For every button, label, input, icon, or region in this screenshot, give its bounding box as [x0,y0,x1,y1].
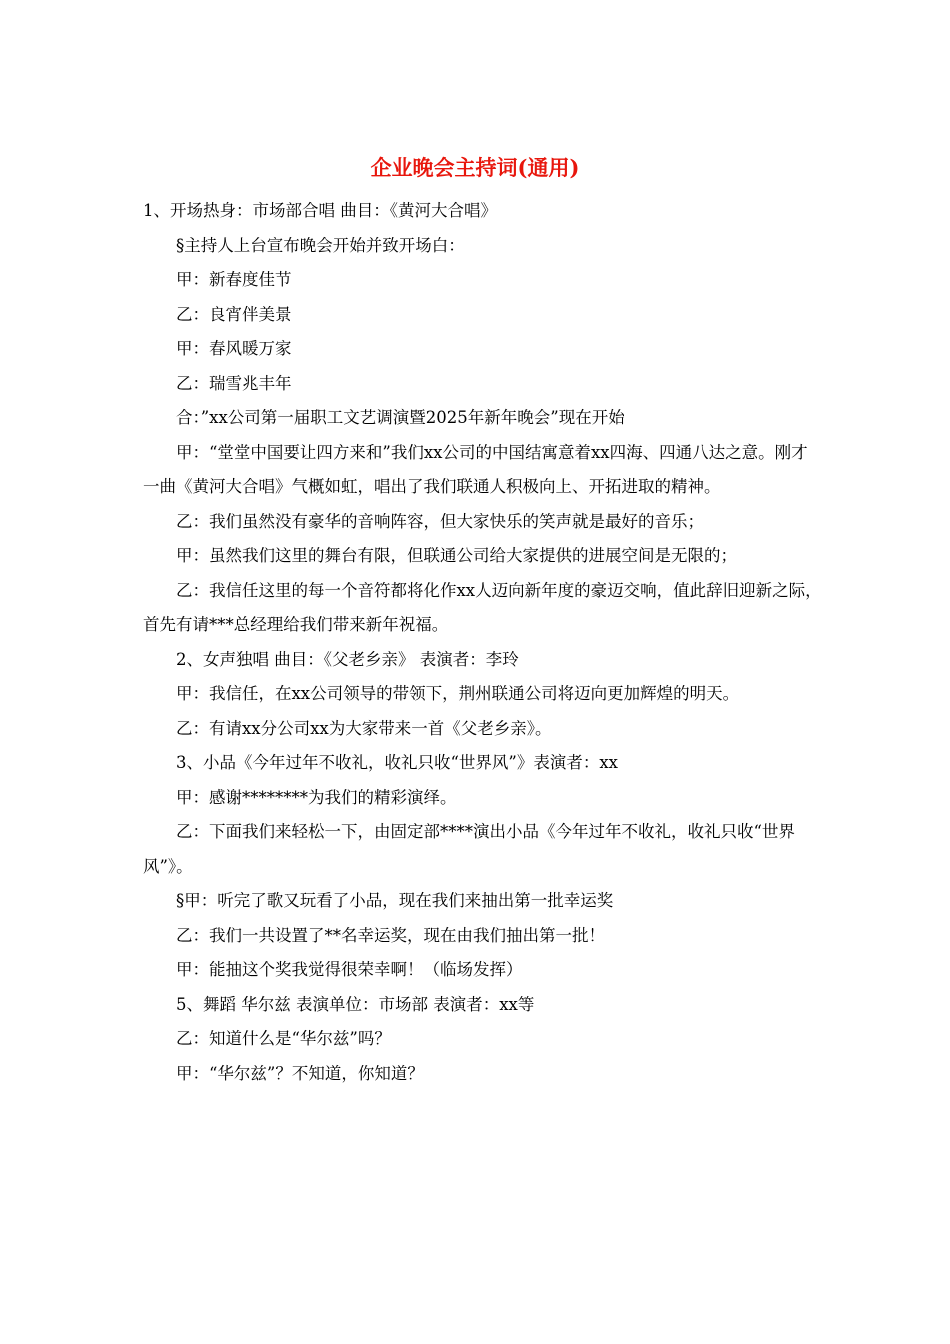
paragraph-lottery: §甲：听完了歌又玩看了小品，现在我们来抽出第一批幸运奖 [176,891,614,910]
paragraph-line: 乙：瑞雪兆丰年 [176,373,292,393]
paragraph-line: 乙：我们一共设置了**名幸运奖，现在由我们抽出第一批！ [176,925,605,945]
paragraph-program-3: 3、小品《今年过年不收礼，收礼只收“世界风”》表演者：xx [176,753,618,772]
paragraph-program-1: 1、开场热身：市场部合唱 曲目：《黄河大合唱》 [143,201,497,220]
paragraph-line: 甲：感谢********为我们的精彩演绎。 [176,787,457,807]
paragraph-line: 乙：有请xx分公司xx为大家带来一首《父老乡亲》。 [176,718,552,738]
paragraph-line: 乙：良宵伴美景 [176,304,292,324]
document-title: 企业晚会主持词(通用) [370,155,580,180]
paragraph-line: 甲：我信任，在xx公司领导的带领下，荆州联通公司将迈向更加辉煌的明天。 [176,684,740,703]
document-body [143,194,823,1091]
paragraph-line: 乙：我们虽然没有豪华的音响阵容，但大家快乐的笑声就是最好的音乐； [176,511,704,531]
paragraph-line: 甲：虽然我们这里的舞台有限，但联通公司给大家提供的进展空间是无限的； [176,546,737,565]
paragraph-line: 甲：“堂堂中国要让四方来和”我们xx公司的中国结寓意着xx四海、四通八达之意。刚才一曲《黄河大合唱》气概如虹，唱出了我们联通人积极向上、开拓进取的精神。 [143,442,808,496]
paragraph-line: 乙：我信任这里的每一个音符都将化作xx人迈向新年度的豪迈交响，值此辞旧迎新之际，首先有请***总经理给我们带来新年祝福。 [143,580,822,634]
paragraph-line: 甲：能抽这个奖我觉得很荣幸啊！（临场发挥） [176,960,523,979]
paragraph-program-5: 5、舞蹈 华尔兹 表演单位：市场部 表演者：xx等 [176,994,535,1014]
paragraph-program-2: 2、女声独唱 曲目：《父老乡亲》 表演者：李玲 [176,649,519,669]
paragraph-host-intro: §主持人上台宣布晚会开始并致开场白： [176,235,465,255]
paragraph-line: 甲：新春度佳节 [176,270,292,289]
paragraph-line: 甲：“华尔兹”？不知道，你知道？ [176,1063,424,1083]
paragraph-line: 合：”xx公司第一届职工文艺调演暨2025年新年晚会”现在开始 [176,408,625,427]
paragraph-line: 乙：知道什么是“华尔兹”吗？ [176,1029,391,1048]
paragraph-line: 甲：春风暖万家 [176,339,292,358]
paragraph-line: 乙：下面我们来轻松一下，由固定部****演出小品《今年过年不收礼，收礼只收“世界风”》。 [143,822,795,876]
